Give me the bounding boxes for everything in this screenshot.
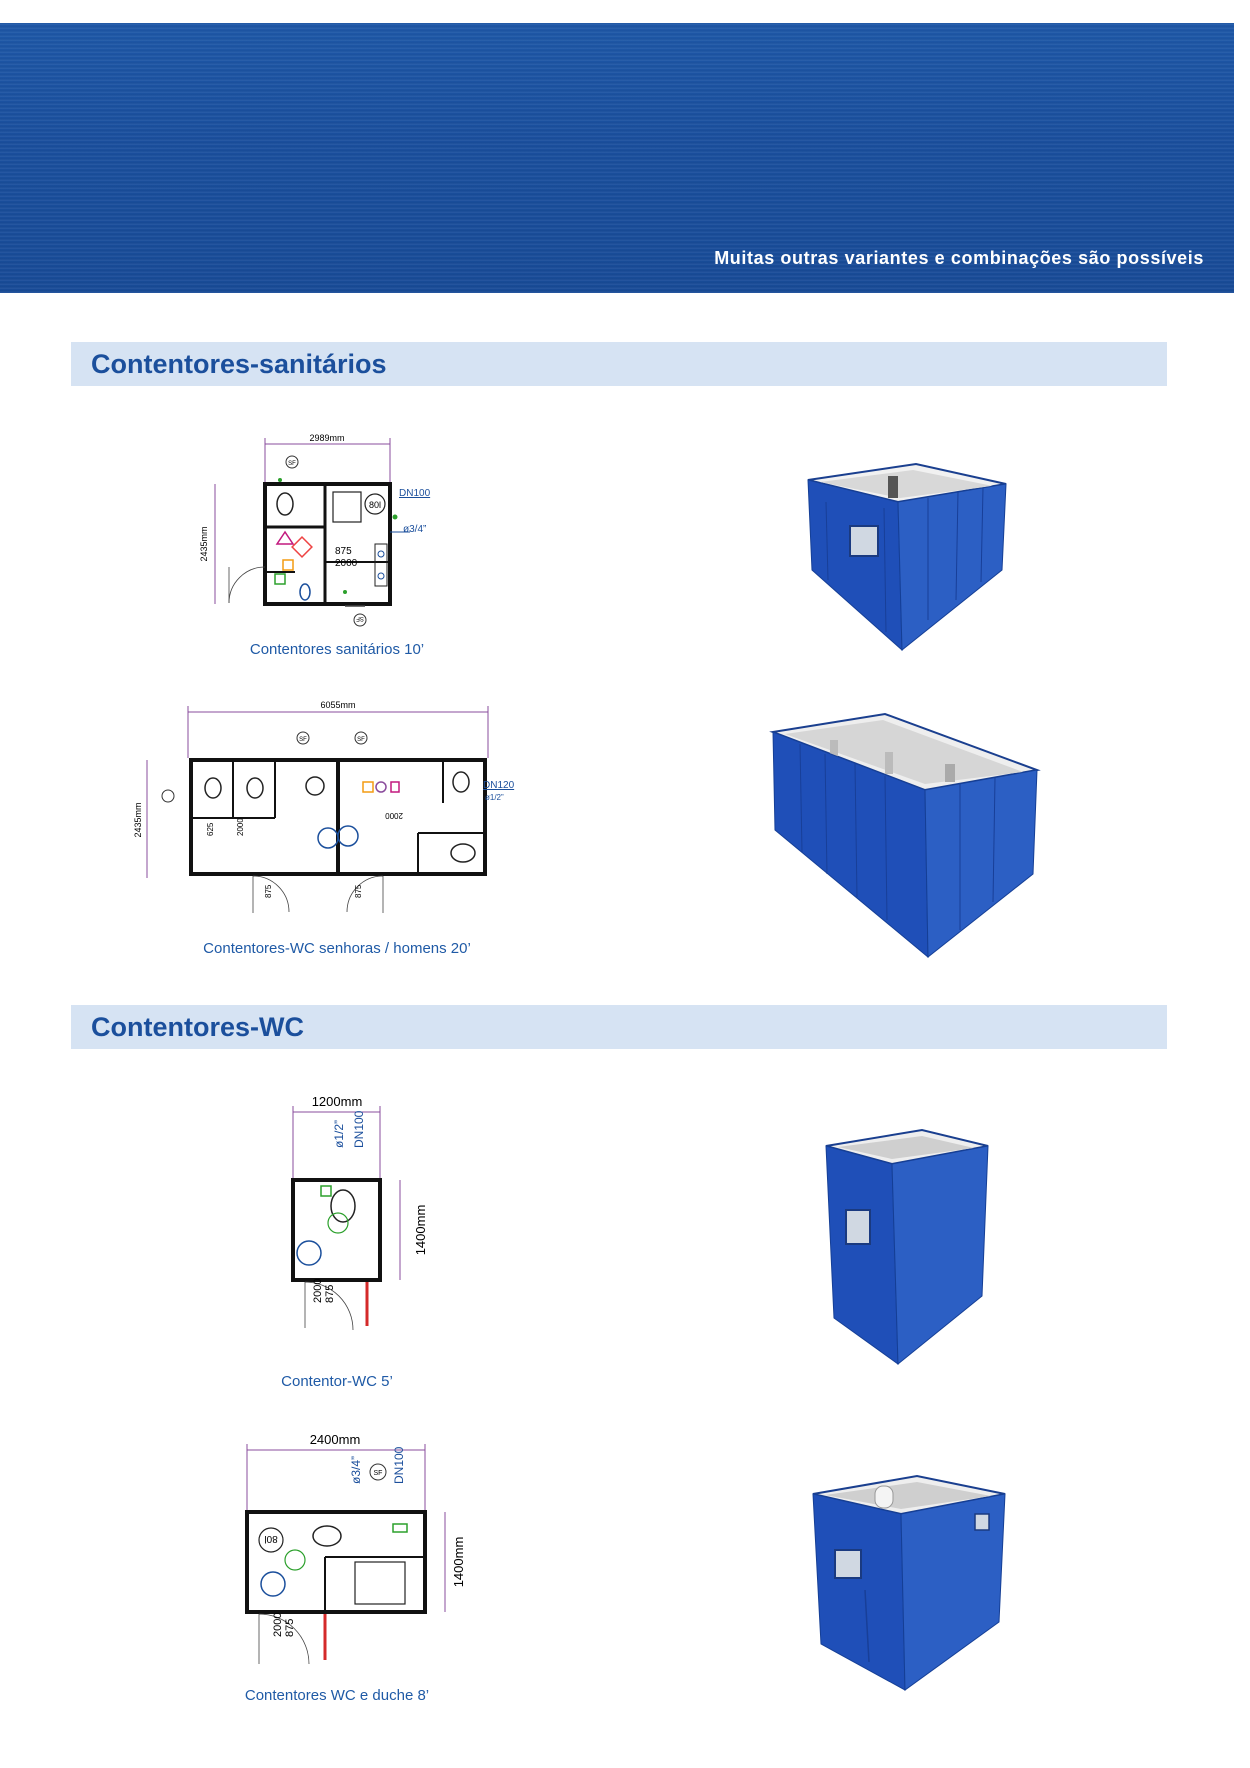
container-render-wc-20: [765, 712, 1050, 962]
product-caption: Contentor-WC 5’: [281, 1373, 393, 1390]
banner-caption: Muitas outras variantes e combinações são possíveis: [714, 248, 1204, 268]
plan-height-label: 2435mm: [133, 802, 143, 838]
plan-width-label: 6055mm: [320, 700, 356, 710]
floor-plan-wc-20: [133, 688, 533, 908]
container-render-wc-5: [818, 1128, 998, 1368]
plan-width-label: 2989mm: [309, 433, 345, 443]
door-label: 875: [264, 884, 273, 898]
product-caption: Contentores-WC senhoras / homens 20’: [203, 940, 471, 957]
door-label-b: 875: [354, 884, 363, 898]
product-caption: Contentores WC e duche 8’: [244, 1687, 430, 1704]
diameter-label: ø1/2”: [332, 1119, 346, 1148]
door2-label: 2000: [335, 558, 358, 569]
fixture-label-bottom: SF: [356, 615, 364, 621]
tank-label: 80l: [264, 1533, 278, 1544]
plan-height-label: 2435mm: [199, 526, 209, 562]
floor-plan-sanitary-10: [185, 432, 465, 632]
diameter-label: ø3/4”: [403, 524, 427, 535]
floor-plan-wc-shower-8: [235, 1432, 495, 1672]
door3-label: 625: [206, 822, 215, 836]
section-title: Contentores-sanitários: [91, 349, 387, 379]
container-render-wc-shower-8: [805, 1474, 1015, 1694]
door-label: 875: [335, 546, 352, 557]
plan-height-label: 1400mm: [413, 1204, 428, 1256]
diameter-label: ø3/4”: [349, 1455, 363, 1484]
tank-label: 80l: [368, 500, 382, 510]
door-label: 875: [324, 1284, 336, 1303]
diameter-label: ø1/2”: [485, 793, 504, 802]
plan-width-label: 1200mm: [311, 1094, 363, 1109]
fixture-label: SF: [299, 737, 307, 743]
plan-width-label: 2400mm: [309, 1432, 361, 1447]
floor-plan-wc-5: [275, 1088, 455, 1358]
header-banner: [0, 23, 1234, 293]
door2-label-b: 2000: [385, 811, 403, 820]
fixture-label: SF: [288, 461, 296, 467]
section-header-wc: [71, 1005, 1167, 1049]
plan-height-label: 1400mm: [451, 1536, 466, 1588]
pipe-label: DN100: [392, 1446, 406, 1484]
pipe-label: DN120: [483, 780, 515, 791]
pipe-label: DN100: [352, 1110, 366, 1148]
container-render-sanitary-10: [798, 462, 1018, 654]
section-header-sanitary: [71, 342, 1167, 386]
section-title: Contentores-WC: [91, 1012, 304, 1042]
door2-label: 2000: [272, 1612, 284, 1637]
fixture-label-2: SF: [357, 737, 365, 743]
door2-label: 2000: [236, 818, 245, 836]
door-label: 875: [284, 1618, 296, 1637]
pipe-label: DN100: [399, 488, 431, 499]
fixture-label: SF: [373, 1470, 383, 1477]
product-caption: Contentores sanitários 10’: [249, 641, 425, 658]
door2-label: 2000: [312, 1278, 324, 1303]
